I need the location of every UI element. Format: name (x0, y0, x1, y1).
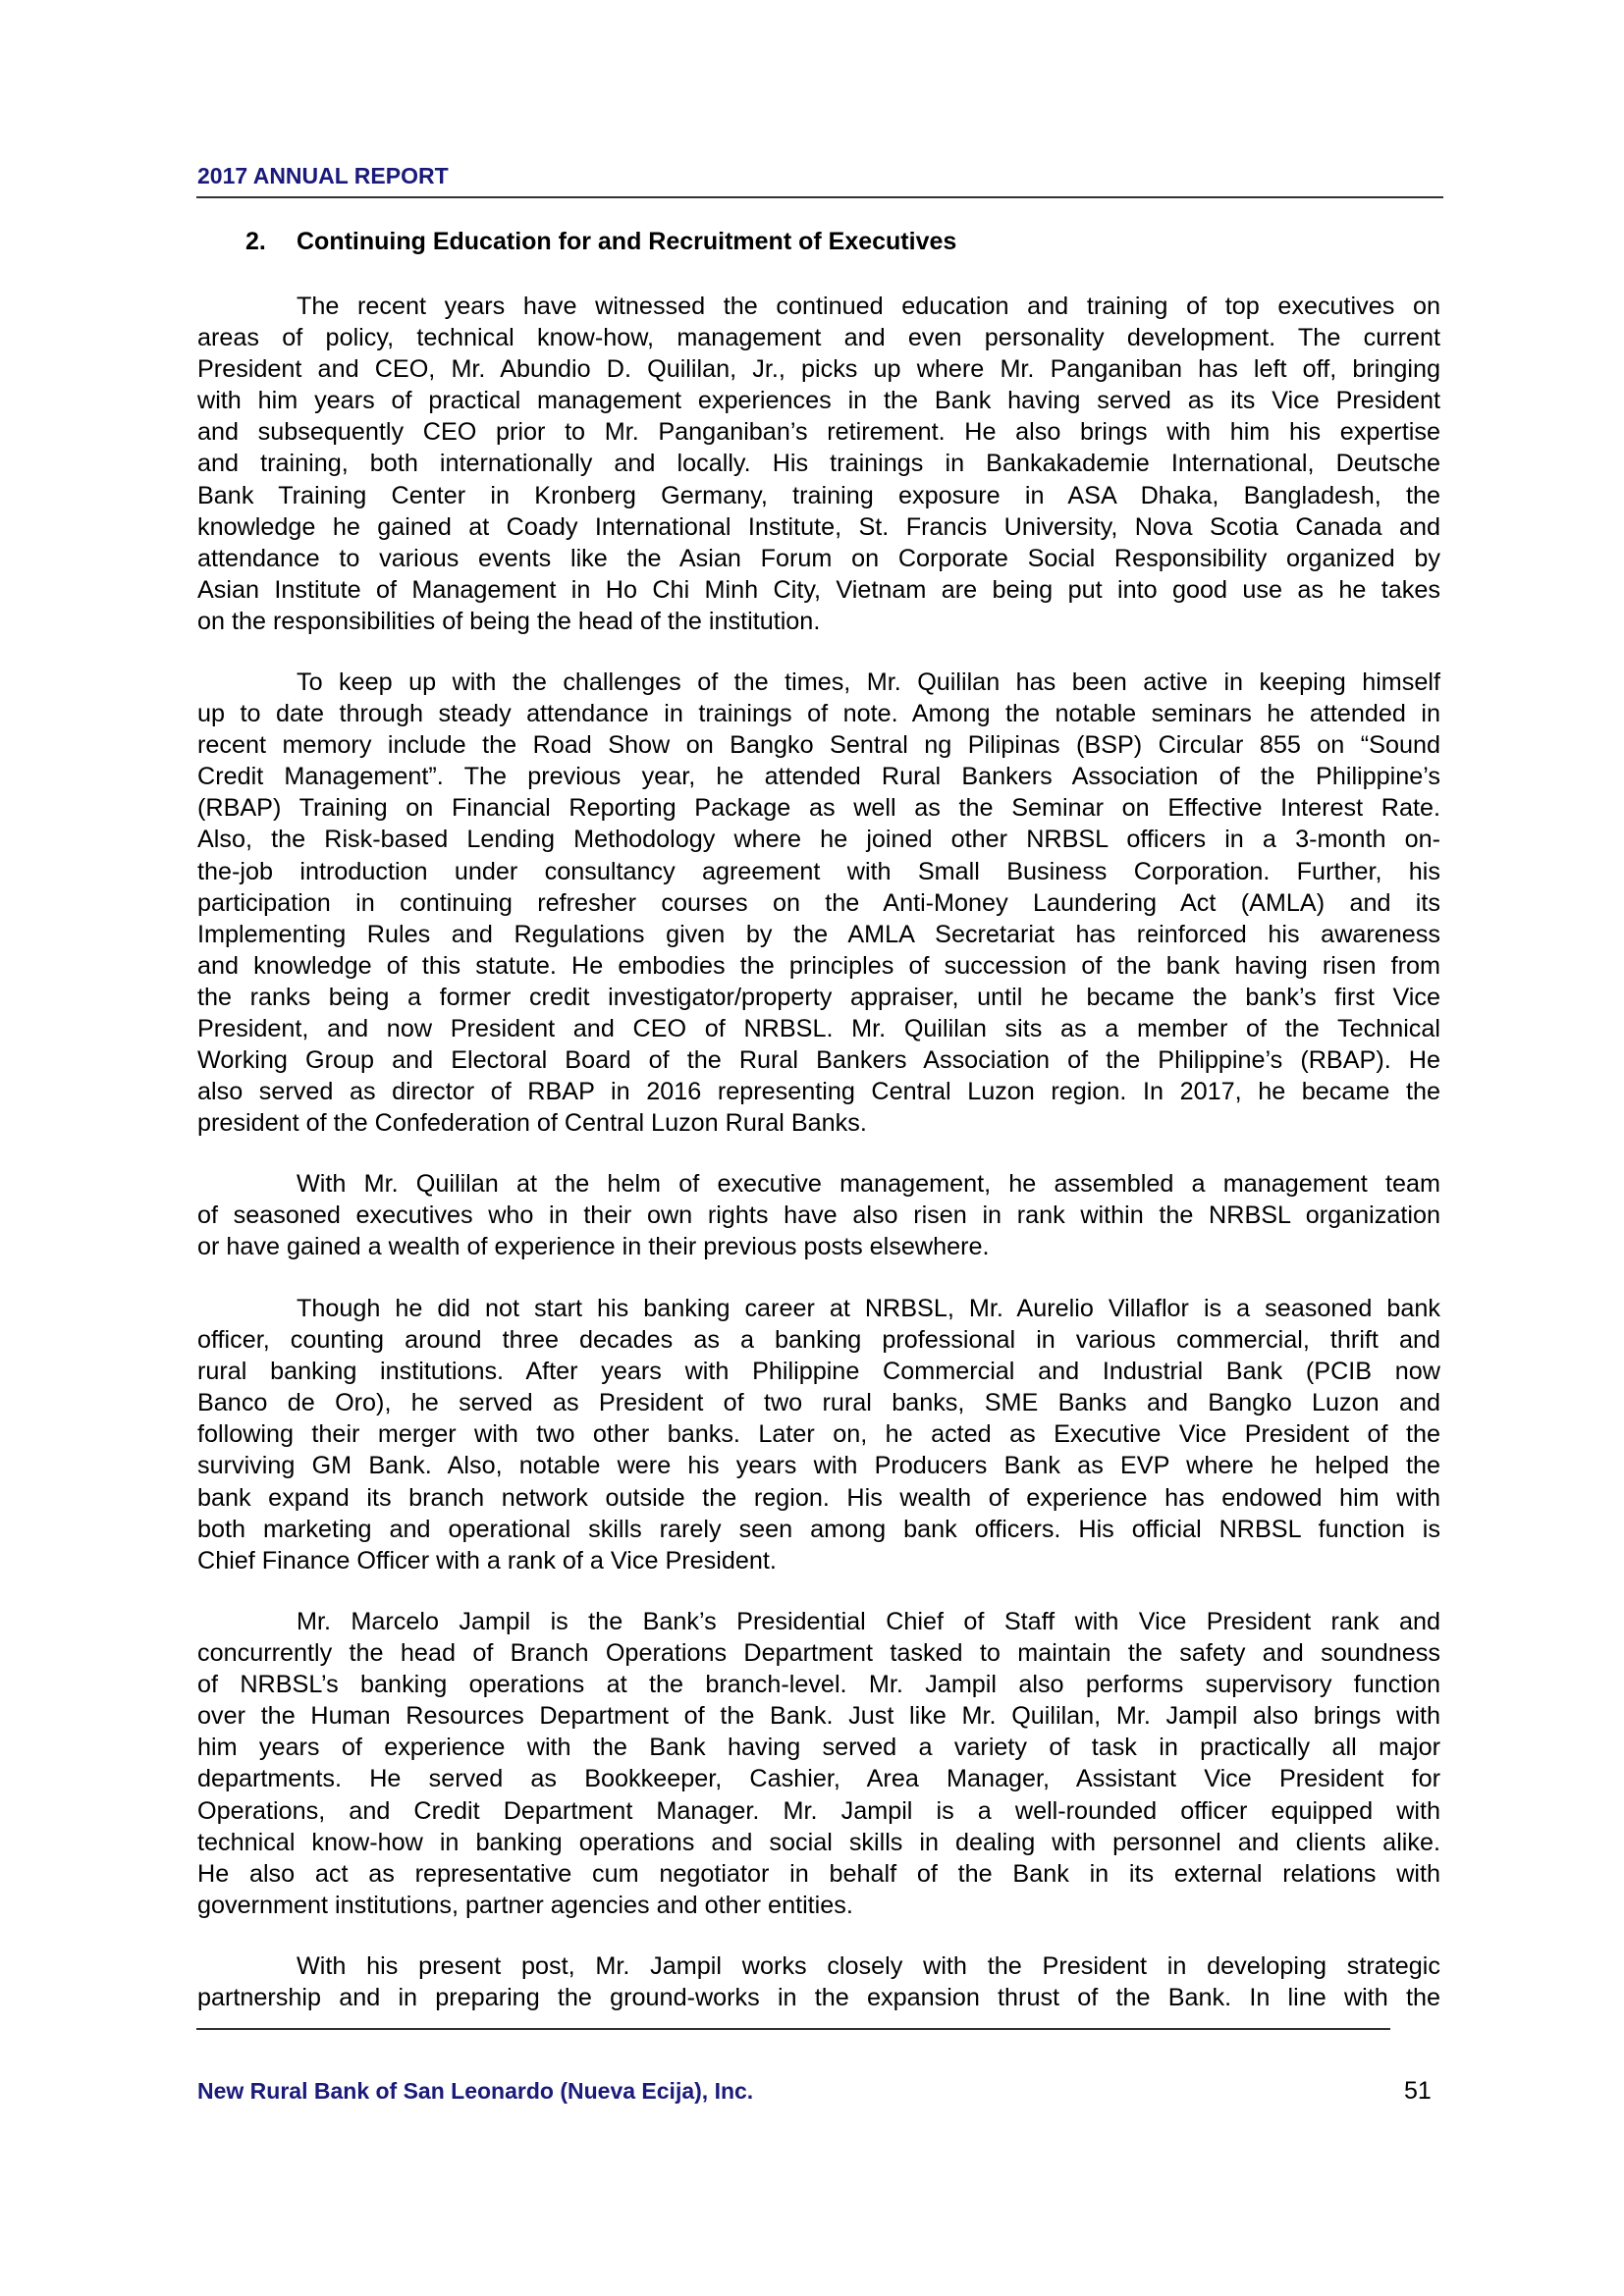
text-line: Working Group and Electoral Board of the Rural Bankers Association of the Philippine’s (RBAP). He (197, 1046, 1440, 1075)
text-line: Banco de Oro), he served as President of two rural banks, SME Banks and Bangko Luzon and (197, 1389, 1440, 1417)
text-line: the-job introduction under consultancy agreement with Small Business Corporation. Further, his (197, 857, 1440, 885)
text-line: and training, both internationally and locally. His trainings in Bankakademie International, Deutsche (197, 450, 1440, 478)
text-line: or have gained a wealth of experience in their previous posts elsewhere. (197, 1233, 990, 1261)
paragraph (197, 1950, 1440, 2013)
text-line: partnership and in preparing the ground-works in the expansion thrust of the Bank. In line with the (197, 1984, 1440, 2012)
text-line: areas of policy, technical know-how, management and even personality development. The current (197, 324, 1440, 352)
text-line: attendance to various events like the Asian Forum on Corporate Social Responsibility organized by (197, 544, 1440, 572)
text-line: The recent years have witnessed the continued education and training of top executives on (297, 293, 1440, 320)
text-line: Also, the Risk-based Lending Methodology where he joined other NRBSL officers in a 3-month on- (197, 826, 1440, 854)
text-line: surviving GM Bank. Also, notable were his years with Producers Bank as EVP where he helped the (197, 1452, 1440, 1480)
paragraph (197, 1293, 1440, 1576)
text-line: and knowledge of this statute. He embodies the principles of succession of the bank having risen from (197, 951, 1440, 980)
text-line: bank expand its branch network outside the region. His wealth of experience has endowed him with (197, 1483, 1440, 1512)
footer-divider (196, 2028, 1390, 2030)
text-line: To keep up with the challenges of the times, Mr. Quililan has been active in keeping himself (297, 668, 1440, 696)
paragraph (197, 667, 1440, 1139)
paragraph (197, 291, 1440, 637)
text-line: concurrently the head of Branch Operations Department tasked to maintain the safety and soundness (197, 1639, 1440, 1668)
text-line: rural banking institutions. After years with Philippine Commercial and Industrial Bank (PCIB now (197, 1358, 1440, 1386)
paragraph (197, 1606, 1440, 1921)
text-line: With his present post, Mr. Jampil works closely with the President in developing strategic (297, 1952, 1440, 1980)
section-number: 2. (245, 228, 266, 255)
text-line: of seasoned executives who in their own rights have also risen in rank within the NRBSL organization (197, 1201, 1440, 1230)
text-line: technical know-how in banking operations and social skills in dealing with personnel and clients alike. (197, 1828, 1440, 1856)
page-number: 51 (1404, 2077, 1432, 2105)
text-line: knowledge he gained at Coady International Institute, St. Francis University, Nova Scotia Canada and (197, 512, 1440, 541)
text-line: departments. He served as Bookkeeper, Cashier, Area Manager, Assistant Vice President for (197, 1765, 1440, 1793)
text-line: Though he did not start his banking career at NRBSL, Mr. Aurelio Villaflor is a seasoned bank (297, 1295, 1440, 1322)
text-line: recent memory include the Road Show on Bangko Sentral ng Pilipinas (BSP) Circular 855 on “Sound (197, 731, 1440, 760)
text-line: Credit Management”. The previous year, he attended Rural Bankers Association of the Philippine’s (197, 763, 1440, 791)
text-line: the ranks being a former credit investigator/property appraiser, until he became the bank’s first Vice (197, 983, 1440, 1011)
footer-organization: New Rural Bank of San Leonardo (Nueva Ecija), Inc. (197, 2078, 754, 2104)
text-line: President, and now President and CEO of NRBSL. Mr. Quililan sits as a member of the Technical (197, 1015, 1440, 1043)
text-line: Implementing Rules and Regulations given by the AMLA Secretariat has reinforced his awareness (197, 920, 1440, 948)
text-line: Operations, and Credit Department Manager. Mr. Jampil is a well-rounded officer equipped with (197, 1796, 1440, 1825)
section-heading (245, 228, 956, 256)
text-line: (RBAP) Training on Financial Reporting Package as well as the Seminar on Effective Interest Rate. (197, 794, 1440, 823)
report-title: 2017 ANNUAL REPORT (197, 163, 449, 188)
text-line: Asian Institute of Management in Ho Chi Minh City, Vietnam are being put into good use as he takes (197, 575, 1440, 604)
text-line: President and CEO, Mr. Abundio D. Quililan, Jr., picks up where Mr. Panganiban has left off, bringing (197, 355, 1440, 384)
text-line: With Mr. Quililan at the helm of executive management, he assembled a management team (297, 1170, 1440, 1198)
text-line: following their merger with two other banks. Later on, he acted as Executive Vice President of the (197, 1420, 1440, 1449)
text-line: over the Human Resources Department of the Bank. Just like Mr. Quililan, Mr. Jampil also brings with (197, 1702, 1440, 1731)
text-line: and subsequently CEO prior to Mr. Panganiban’s retirement. He also brings with him his expertise (197, 418, 1440, 447)
section-title: Continuing Education for and Recruitment of Executives (297, 228, 957, 255)
text-line: also served as director of RBAP in 2016 representing Central Luzon region. In 2017, he became the (197, 1078, 1440, 1106)
paragraph (197, 1168, 1440, 1262)
text-line: Mr. Marcelo Jampil is the Bank’s Presidential Chief of Staff with Vice President rank and (297, 1608, 1440, 1635)
text-line: up to date through steady attendance in trainings of note. Among the notable seminars he attended in (197, 700, 1440, 728)
text-line: president of the Confederation of Central Luzon Rural Banks. (197, 1109, 867, 1138)
text-line: on the responsibilities of being the head of the institution. (197, 607, 821, 635)
text-line: him years of experience with the Bank having served a variety of task in practically all major (197, 1734, 1440, 1762)
text-line: Chief Finance Officer with a rank of a Vice President. (197, 1546, 777, 1575)
text-line: both marketing and operational skills rarely seen among bank officers. His official NRBSL function is (197, 1515, 1440, 1543)
text-line: government institutions, partner agencies and other entities. (197, 1891, 853, 1919)
text-line: with him years of practical management experiences in the Bank having served as its Vice President (197, 387, 1440, 415)
text-line: of NRBSL’s banking operations at the branch-level. Mr. Jampil also performs supervisory function (197, 1671, 1440, 1699)
text-line: He also act as representative cum negotiator in behalf of the Bank in its external relations with (197, 1859, 1440, 1888)
text-line: Bank Training Center in Kronberg Germany, training exposure in ASA Dhaka, Bangladesh, the (197, 481, 1440, 509)
text-line: participation in continuing refresher courses on the Anti-Money Laundering Act (AMLA) and its (197, 888, 1440, 917)
text-line: officer, counting around three decades as a banking professional in various commercial, thrift and (197, 1326, 1440, 1355)
header-divider (196, 196, 1443, 198)
